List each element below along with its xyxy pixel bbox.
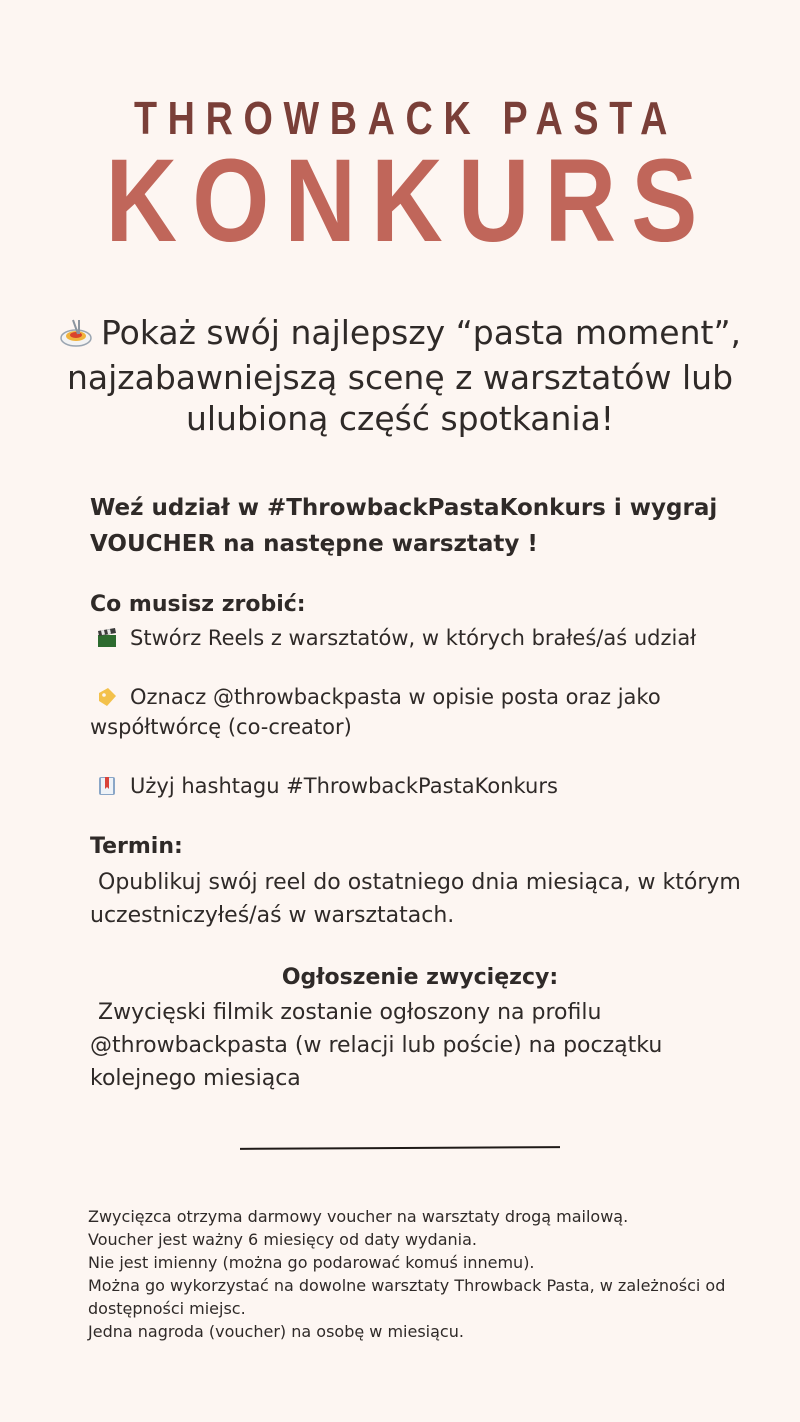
lead-text: Weź udział w #ThrowbackPastaKonkurs i wygraj VOUCHER na następne warsztaty ! bbox=[90, 495, 718, 557]
step-text: Oznacz @throwbackpasta w opisie posta oraz jako współtwórcę (co-creator) bbox=[90, 685, 661, 739]
step-item bbox=[90, 682, 770, 742]
fineprint-line: Zwycięzca otrzyma darmowy voucher na warsztaty drogą mailową. bbox=[88, 1207, 629, 1226]
fineprint-line: Jedna nagroda (voucher) na osobę w miesiącu. bbox=[88, 1322, 464, 1341]
clapperboard-icon bbox=[96, 627, 118, 649]
step-item bbox=[90, 771, 770, 801]
intro-text-block bbox=[40, 312, 760, 439]
fineprint-line: Nie jest imienny (można go podarować komuś innemu). bbox=[88, 1253, 535, 1272]
fineprint-block bbox=[88, 1205, 728, 1343]
fineprint-line: Voucher jest ważny 6 miesięcy od daty wydania. bbox=[88, 1230, 477, 1249]
intro-text: Pokaż swój najlepszy “pasta moment”, najzabawniejszą scenę z warsztatów lub ulubioną część spotkania! bbox=[66, 313, 742, 438]
fineprint-line: Można go wykorzystać na dowolne warsztaty Throwback Pasta, w zależności od dostępności miejsc. bbox=[88, 1276, 726, 1318]
step-text: Stwórz Reels z warsztatów, w których brałeś/aś udział bbox=[130, 626, 697, 650]
deadline-text: Opublikuj swój reel do ostatniego dnia miesiąca, w którym uczestniczyłeś/aś w warsztatach. bbox=[90, 870, 741, 928]
page-title: KONKURS bbox=[105, 135, 713, 267]
bookmark-icon bbox=[96, 775, 118, 797]
spaghetti-icon bbox=[59, 316, 93, 357]
step-text: Użyj hashtagu #ThrowbackPastaKonkurs bbox=[130, 774, 558, 798]
winner-text: Zwycięski filmik zostanie ogłoszony na profilu @throwbackpasta (w relacji lub poście) na początku kolejnego miesiąca bbox=[90, 1000, 663, 1091]
header bbox=[0, 92, 800, 267]
label-tag-icon bbox=[96, 686, 118, 708]
divider-line bbox=[240, 1146, 560, 1150]
step-item bbox=[90, 623, 770, 653]
brand-name: THROWBACK PASTA bbox=[133, 92, 679, 144]
deadline-title: Termin: bbox=[90, 834, 183, 859]
todo-title: Co musisz zrobić: bbox=[90, 592, 306, 617]
winner-title: Ogłoszenie zwycięzcy: bbox=[281, 965, 559, 990]
